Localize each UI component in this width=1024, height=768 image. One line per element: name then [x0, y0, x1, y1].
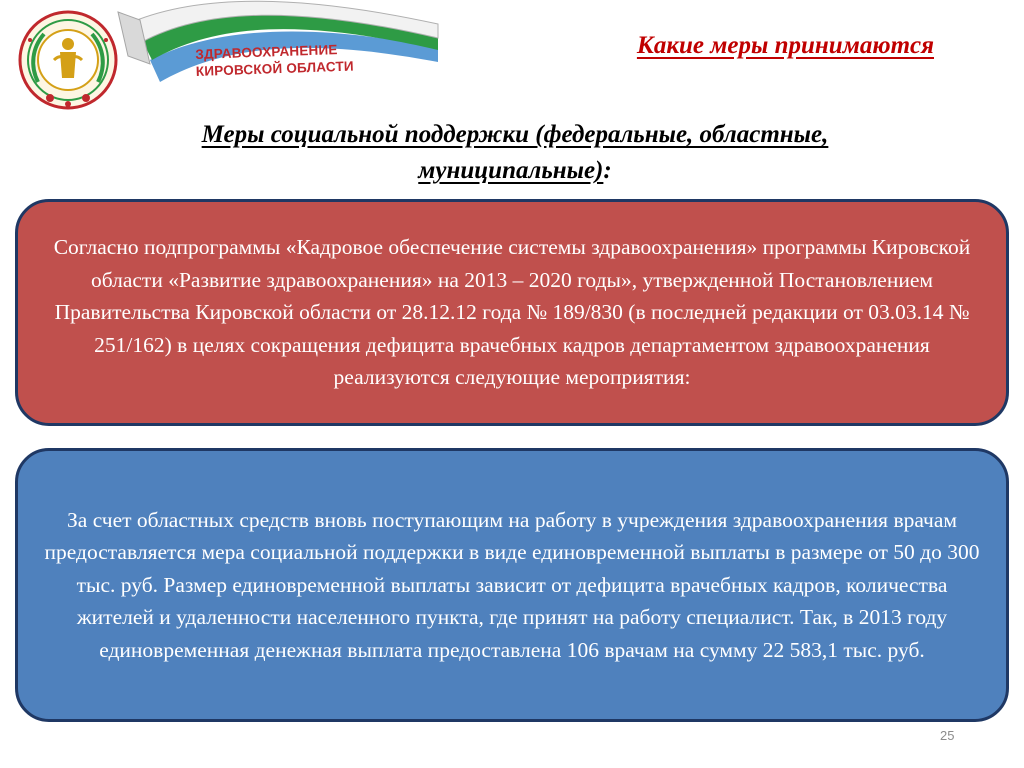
subtitle-line-1: Меры социальной поддержки (федеральные, областные,	[201, 121, 829, 148]
red-box-text: Согласно подпрограммы «Кадровое обеспечение системы здравоохранения» программы Кировской области «Развитие здравоохранения» на 2013 – 2020 годы», утвержденной Постановлением Правительства Кировской области от 28.12.12 года № 189/830 (в последней редакции от 03.03.14 № 251/162) в целях сокращения дефицита врачебных кадров департаментом здравоохранения реализуются следующие мероприятия:	[53, 235, 971, 390]
logo-line-2: КИРОВСКОЙ ОБЛАСТИ	[195, 58, 355, 79]
header-title: Какие меры принимаются	[636, 32, 934, 59]
healthcare-emblem-icon	[20, 12, 116, 108]
subtitle	[60, 117, 970, 189]
logo-text	[195, 40, 366, 80]
logo	[0, 0, 440, 112]
logo-line-1: ЗДРАВООХРАНЕНИЕ	[195, 42, 338, 62]
blue-info-box	[15, 448, 1009, 722]
subtitle-suffix: :	[603, 157, 612, 184]
red-info-box	[15, 199, 1009, 426]
subtitle-line-2: муниципальные)	[418, 157, 604, 184]
page-number: 25	[940, 728, 955, 743]
blue-box-text: За счет областных средств вновь поступающим на работу в учреждения здравоохранения врачам предоставляется мера социальной поддержки в виде единовременной выплаты в размере от 50 до 300 тыс. руб. Размер единовременной выплаты зависит от дефицита врачебных кадров, количества жителей и удаленности населенного пункта, где принят на работу специалист. Так, в 2013 году единовременная денежная выплата предоставлена 106 врачам на сумму 22 583,1 тыс. руб.	[44, 507, 980, 662]
